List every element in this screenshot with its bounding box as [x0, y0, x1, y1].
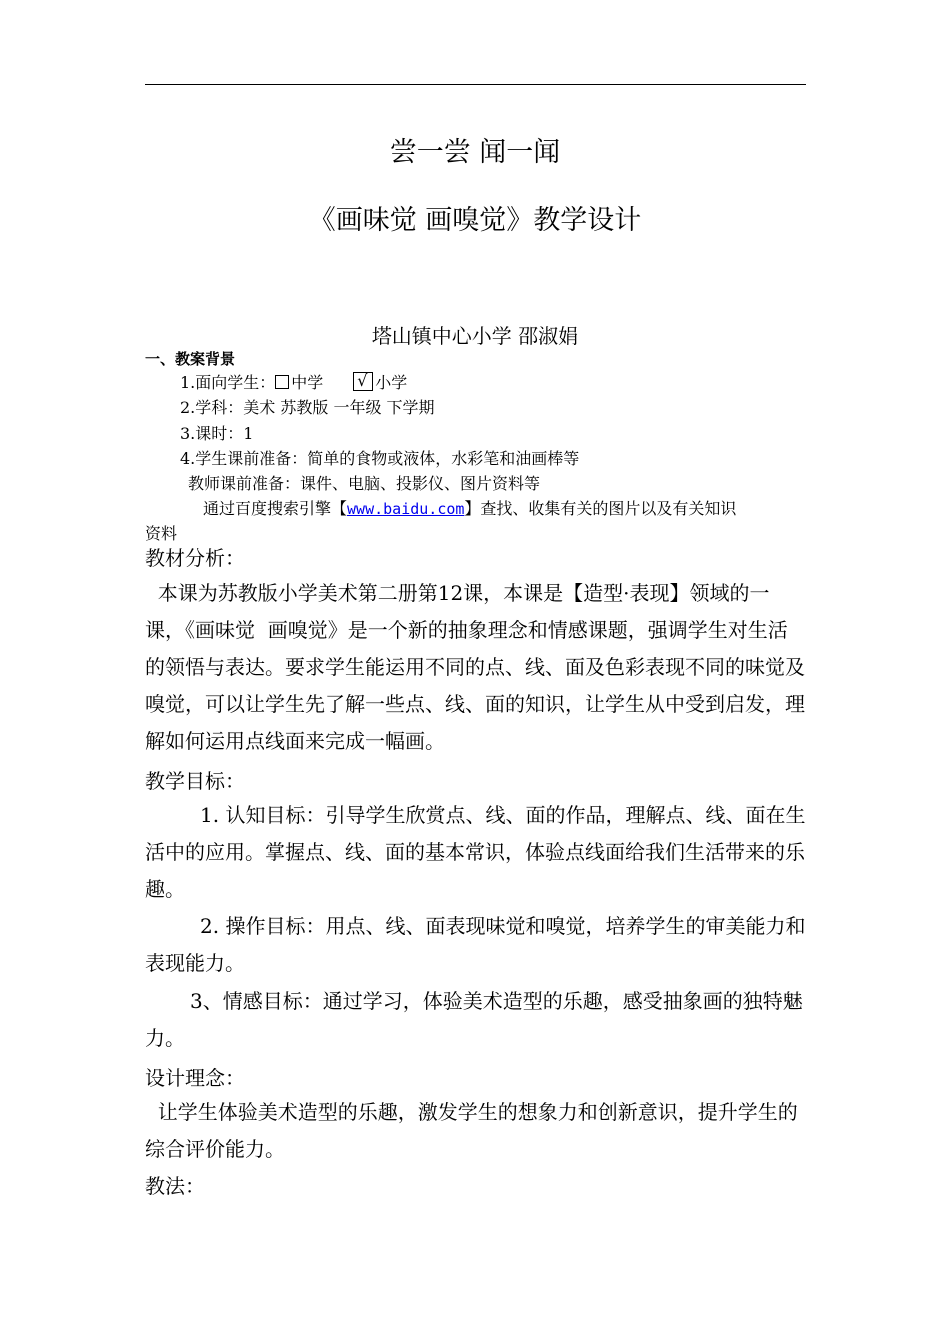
title-line-1: 尝一尝 闻一闻	[389, 137, 561, 168]
search-prefix: 通过百度搜索引擎【	[203, 499, 348, 518]
goal-operation: 2. 操作目标：用点、线、面表现味觉和嗅觉，培养学生的审美能力和表现能力。	[145, 914, 806, 975]
audience-line	[180, 372, 407, 394]
section-heading-background: 一、教案背景	[145, 350, 236, 368]
goal-cognitive: 1. 认知目标：引导学生欣赏点、线、面的作品，理解点、线、面在生活中的应用。掌握点、线、面的基本常识，体验点线面给我们生活带来的乐趣。	[145, 803, 806, 901]
concept-paragraph: 让学生体验美术造型的乐趣，激发学生的想象力和创新意识，提升学生的综合评价能力。	[145, 1100, 798, 1161]
search-line-cont: 资料	[145, 524, 178, 543]
author-line: 塔山镇中心小学 邵淑娟	[371, 324, 579, 348]
audience-label: 1.面向学生：	[180, 373, 276, 392]
analysis-paragraph: 本课为苏教版小学美术第二册第12课，本课是【造型·表现】领域的一课，《画味觉 画嗅觉》是一个新的抽象理念和情感课题，强调学生对生活的领悟与表达。要求学生能运用不同的点、线、面及色彩表现不同的味觉及嗅觉，可以让学生先了解一些点、线、面的知识，让学生从中受到启发，理解如何运用点线面来完成一幅画。	[145, 581, 805, 753]
goal-emotion: 3、情感目标：通过学习，体验美术造型的乐趣，感受抽象画的独特魅力。	[145, 989, 803, 1050]
periods-line: 3.课时：1	[180, 424, 254, 443]
subject-line: 2.学科：美术 苏教版 一年级 下学期	[180, 398, 435, 417]
method-heading: 教法：	[145, 1174, 205, 1198]
analysis-heading: 教材分析：	[145, 546, 245, 570]
checkbox-middle-icon[interactable]	[275, 375, 289, 389]
checkbox-primary-checked-icon[interactable]	[353, 372, 373, 391]
baidu-link[interactable]: www.baidu.com	[347, 500, 465, 518]
title-line-2: 《画味觉 画嗅觉》教学设计	[308, 205, 642, 236]
header-rule	[145, 84, 806, 85]
option-primary-label: 小学	[375, 373, 408, 392]
search-suffix: 】查找、收集有关的图片以及有关知识	[464, 499, 737, 518]
student-prep-line: 4.学生课前准备：简单的食物或液体，水彩笔和油画棒等	[180, 449, 580, 468]
goals-heading: 教学目标：	[145, 769, 245, 793]
search-line	[203, 498, 736, 520]
teacher-prep-line: 教师课前准备：课件、电脑、投影仪、图片资料等	[188, 474, 541, 493]
option-middle-label: 中学	[291, 373, 324, 392]
concept-heading: 设计理念：	[145, 1066, 245, 1090]
